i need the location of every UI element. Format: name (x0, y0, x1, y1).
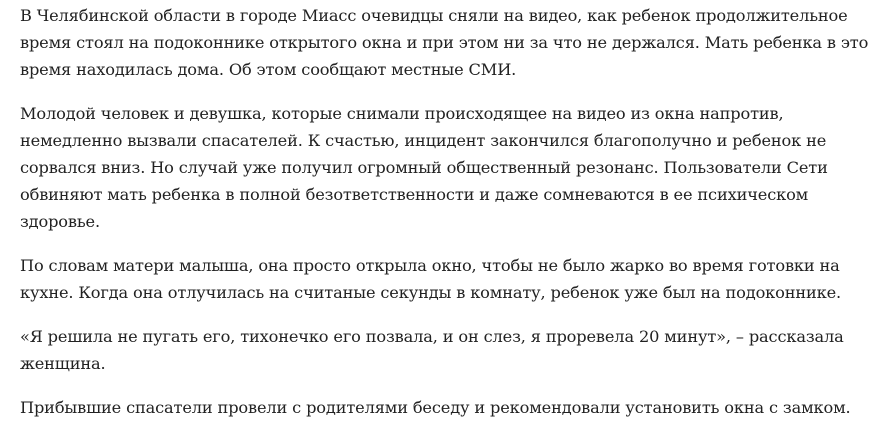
article-paragraph: В Челябинской области в городе Миасс очевидцы сняли на видео, как ребенок продолжительное время стоял на подоконнике открытого окна и при этом ни за что не держался. Мать ребенка в это время находилась дома. Об этом сообщают местные СМИ. (20, 6, 869, 79)
article-paragraph: Молодой человек и девушка, которые снимали происходящее на видео из окна напротив, немедленно вызвали спасателей. К счастью, инцидент закончился благополучно и ребенок не сорвался вниз. Но случай уже получил огромный общественный резонанс. Пользователи Сети обвиняют мать ребенка в полной безответственности и даже сомневаются в ее психическом здоровье. (20, 104, 828, 231)
article-paragraph: По словам матери малыша, она просто открыла окно, чтобы не было жарко во время готовки на кухне. Когда она отлучилась на считаные секунды в комнату, ребенок уже был на подоконнике. (20, 256, 842, 302)
article-body (20, 2, 870, 438)
article-paragraph: Прибывшие спасатели провели с родителями беседу и рекомендовали установить окна с замком. (20, 398, 851, 417)
article-paragraph: «Я решила не пугать его, тихонечко его позвала, и он слез, я проревела 20 минут», – рассказала женщина. (20, 327, 844, 373)
